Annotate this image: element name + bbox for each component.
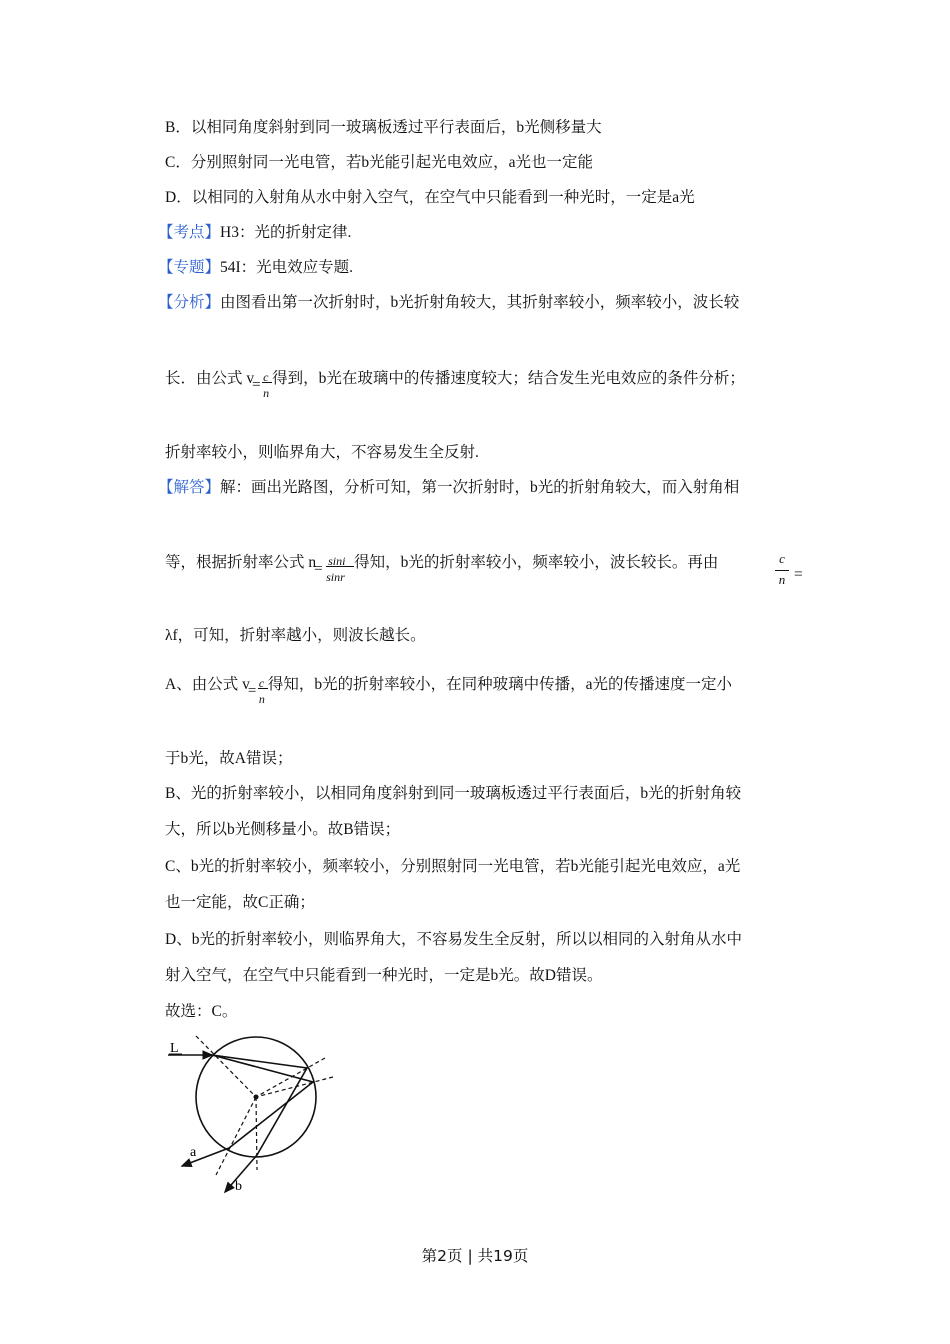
zhuanti-tag: 【专题】 xyxy=(158,259,221,276)
kaodian xyxy=(158,223,351,243)
ray-a-path xyxy=(212,1055,313,1148)
ray-b-path xyxy=(212,1055,307,1155)
formula-c-over-n-2: c n xyxy=(775,552,789,587)
kaodian-text: H3：光的折射定律. xyxy=(220,224,352,241)
label-a: a xyxy=(190,1145,197,1160)
normal-lines xyxy=(196,1036,333,1175)
answer-b-line2: 大，所以b光侧移量小。故B错误； xyxy=(165,821,401,838)
answer-d-line1: D、b光的折射率较小，则临界角大，不容易发生全反射，所以以相同的入射角从水中 xyxy=(165,931,742,948)
fenxi-line2: 长．由公式 v = c n 得到，b光在玻璃中的传播速度较大；结合发生光电效应的条件分析； xyxy=(165,370,745,400)
fenxi-tag: 【分析】 xyxy=(158,294,221,311)
answer-c-line1: C、b光的折射率较小，频率较小，分别照射同一光电管，若b光能引起光电效应，a光 xyxy=(165,858,741,875)
final-answer: 故选：C。 xyxy=(165,1003,238,1020)
option-d: D．以相同的入射角从水中射入空气，在空气中只能看到一种光时，一定是a光 xyxy=(165,189,695,206)
light-path-diagram xyxy=(160,1030,340,1200)
fenxi xyxy=(158,293,739,313)
formula-c-over-n: = c n xyxy=(254,369,272,389)
zhuanti-text: 54I：光电效应专题. xyxy=(220,259,354,276)
jieda-line2: 等，根据折射率公式 n = sini sinr 得知，b光的折射率较小，频率较小，波长较长。再由 xyxy=(165,554,719,584)
kaodian-tag: 【考点】 xyxy=(158,224,221,241)
zhuanti xyxy=(158,258,353,278)
formula-sini-over-sinr: = sini sinr xyxy=(316,553,354,573)
label-L: L xyxy=(170,1041,179,1056)
option-c: C．分别照射同一光电管，若b光能引起光电效应，a光也一定能 xyxy=(165,154,593,171)
fenxi-text: 由图看出第一次折射时，b光折射角较大，其折射率较小，频率较小，波长较 xyxy=(220,294,740,311)
equals-sign: = xyxy=(794,566,803,583)
answer-b-line1: B、光的折射率较小，以相同角度斜射到同一玻璃板透过平行表面后，b光的折射角较 xyxy=(165,785,742,802)
jieda-text: 解：画出光路图，分析可知，第一次折射时，b光的折射角较大，而入射角相 xyxy=(220,479,740,496)
jieda-tag: 【解答】 xyxy=(158,479,221,496)
jieda-line3: λf，可知，折射率越小，则波长越长。 xyxy=(165,627,426,644)
option-b: B．以相同角度斜射到同一玻璃板透过平行表面后，b光侧移量大 xyxy=(165,119,602,136)
answer-a-line2: 于b光，故A错误； xyxy=(165,750,293,767)
answer-a-line1: A、由公式 v = c n 得知，b光的折射率较小，在同种玻璃中传播，a光的传播速度一定小 xyxy=(165,676,732,706)
fenxi-line3: 折射率较小，则临界角大，不容易发生全反射. xyxy=(165,444,479,461)
answer-c-line2: 也一定能，故C正确； xyxy=(165,894,315,911)
jieda xyxy=(158,478,739,498)
answer-d-line2: 射入空气，在空气中只能看到一种光时，一定是b光。故D错误。 xyxy=(165,967,603,984)
formula-c-over-n-3: = c n xyxy=(250,675,268,695)
label-b: b xyxy=(235,1179,242,1194)
page-footer: 第2页 | 共19页 xyxy=(421,1247,529,1265)
